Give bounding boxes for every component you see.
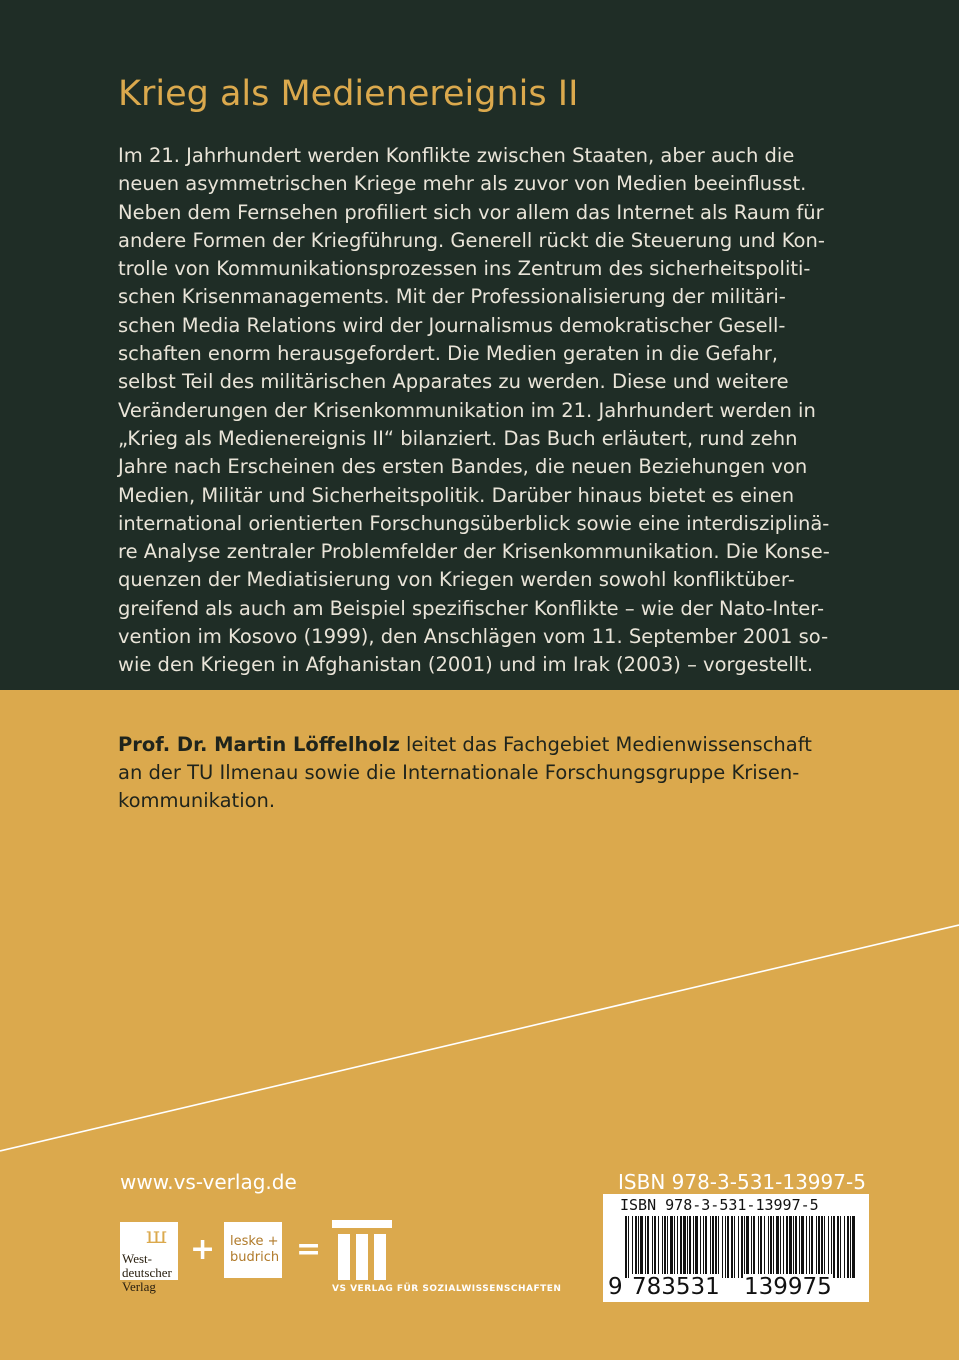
barcode-bar [647,1216,649,1278]
isbn-barcode [603,1194,869,1302]
barcode-bar [847,1216,849,1278]
barcode-bar [783,1216,784,1278]
barcode-bar [640,1216,643,1278]
barcode-bar [654,1216,656,1278]
description-line: Neben dem Fernsehen profiliert sich vor allem das Internet als Raum für [118,200,824,224]
barcode-bar [693,1216,694,1278]
description-line: greifend als auch am Beispiel spezifischer Konflikte – wie der Nato-Inter- [118,596,825,620]
description-line: selbst Teil des militärischen Apparates zu werden. Diese und weitere [118,370,789,394]
barcode-bar [746,1216,749,1278]
barcode-bar [831,1216,832,1278]
barcode-bar [700,1216,701,1278]
barcode-bar [833,1216,835,1278]
barcode-bar [793,1216,794,1278]
westdeutscher-logo-text [122,1252,182,1294]
description-line: trolle von Kommunikationsprozessen ins Zentrum des sicherheitspoliti- [118,257,811,281]
barcode-isbn-text: ISBN 978-3-531-13997-5 [620,1196,819,1214]
book-title: Krieg als Medienereignis II [118,74,579,114]
isbn-label: ISBN 978-3-531-13997-5 [618,1170,866,1194]
barcode-bar [727,1216,729,1278]
barcode-bar [806,1216,807,1278]
logo-text-line: West- [122,1251,152,1266]
barcode-bar [667,1216,668,1278]
description-line: Jahre nach Erscheinen des ersten Bandes, die neuen Beziehungen von [118,455,808,479]
barcode-bar [744,1216,745,1278]
barcode-bar [741,1216,743,1278]
description-line: schaften enorm herausgefordert. Die Medien geraten in die Gefahr, [118,342,778,366]
barcode-bar [850,1216,851,1278]
barcode-bar [683,1216,686,1278]
barcode-first-digit: 9 [608,1274,623,1300]
description-line: quenzen der Mediatisierung von Kriegen werden sowohl konfliktüber- [118,568,795,592]
description-line: Im 21. Jahrhundert werden Konflikte zwischen Staaten, aber auch die [118,144,795,167]
barcode-bar [687,1216,688,1278]
barcode-bar [768,1216,769,1278]
barcode-bar [776,1216,779,1278]
description-line: international orientierten Forschungsüberblick sowie eine interdisziplinä- [118,511,830,535]
leske-budrich-logo [224,1222,282,1278]
barcode-bar [677,1216,678,1278]
barcode-bar [695,1216,698,1278]
barcode-bar [786,1216,788,1278]
vs-verlag-caption: VS VERLAG FÜR SOZIALWISSENSCHAFTEN [332,1284,562,1294]
barcode-bar [674,1216,675,1278]
barcode-bar [753,1216,755,1278]
publisher-logos [120,1220,580,1300]
description-line: re Analyse zentraler Problemfelder der Krisenkommunikation. Die Konse- [118,540,830,564]
barcode-bar [837,1216,839,1278]
barcode-bar [809,1216,810,1278]
barcode-bar [828,1216,829,1278]
barcode-bar [789,1216,792,1278]
barcode-left-digits: 783531 [632,1274,720,1300]
author-bio-line: kommunikation. [118,789,276,812]
barcode-bar [645,1216,646,1278]
author-bio [118,731,918,815]
barcode-bar [652,1216,653,1278]
logo-text-line: leske + [230,1234,279,1249]
barcode-bar [824,1216,825,1278]
barcode-bar [738,1216,739,1278]
barcode-bar [625,1216,627,1278]
author-bio-text: leitet das Fachgebiet Medienwissenschaft [399,733,812,756]
barcode-bar [816,1216,817,1278]
barcode-bar [710,1216,711,1278]
barcode-bar [712,1216,714,1278]
barcode-bar [852,1216,855,1278]
author-bio-line [118,731,918,759]
barcode-bar [722,1216,723,1278]
westdeutscher-verlag-logo [120,1222,180,1298]
barcode-bar [731,1216,733,1278]
barcode-bar [725,1216,726,1278]
barcode-bar [689,1216,691,1278]
barcode-bar [821,1216,823,1278]
barcode-bar [638,1216,639,1278]
barcode-bar [770,1216,772,1278]
description-line: schen Media Relations wird der Journalismus demokratischer Gesell- [118,313,786,337]
book-description [118,142,918,680]
barcode-right-digits: 139975 [744,1274,832,1300]
barcode-bar [664,1216,666,1278]
author-name: Prof. Dr. Martin Löffelholz [118,733,400,756]
barcode-bar [628,1216,629,1278]
barcode-bar [670,1216,673,1278]
author-bio-line: an der TU Ilmenau sowie die Internationale Forschungsgruppe Krisen- [118,761,800,784]
leske-budrich-logo-text [230,1234,279,1266]
barcode-bar [635,1216,637,1278]
website-url[interactable]: www.vs-verlag.de [120,1170,297,1194]
barcode-bar [760,1216,762,1278]
vs-verlag-logo-icon [332,1220,392,1280]
description-line: andere Formen der Kriegführung. Generell rückt die Steuerung und Kon- [118,228,825,252]
plus-sign: + [190,1232,216,1267]
description-line: schen Krisenmanagements. Mit der Professionalisierung der militäri- [118,285,786,309]
barcode-bar [715,1216,717,1278]
barcode-bar [795,1216,797,1278]
logo-text-line: deutscher [122,1265,172,1280]
logo-text-line: Verlag [122,1279,156,1294]
barcode-bar [773,1216,774,1278]
barcode-bar [751,1216,752,1278]
barcode-bar [758,1216,759,1278]
barcode-bar [844,1216,845,1278]
barcode-bar [718,1216,719,1278]
barcode-bar [662,1216,663,1278]
description-line: wie den Kriegen in Afghanistan (2001) und im Irak (2003) – vorgestellt. [118,653,814,677]
description-line: vention im Kosovo (1999), den Anschlägen vom 11. September 2001 so- [118,625,829,649]
barcode-bar [703,1216,704,1278]
description-line: „Krieg als Medienereignis II“ bilanziert. Das Buch erläutert, rund zehn [118,426,798,450]
barcode-bar [705,1216,707,1278]
barcode-bar [818,1216,820,1278]
equals-sign: = [296,1232,322,1267]
barcode-bar [734,1216,735,1278]
barcode-bar [840,1216,841,1278]
logo-text-line: budrich [230,1250,280,1265]
barcode-bar [801,1216,804,1278]
barcode-bar [811,1216,813,1278]
description-line: Veränderungen der Krisenkommunikation im 21. Jahrhundert werden in [118,398,816,422]
barcode-bar [680,1216,682,1278]
description-line: Medien, Militär und Sicherheitspolitik. Darüber hinaus bietet es einen [118,483,795,507]
barcode-bar [658,1216,659,1278]
barcode-bar [764,1216,765,1278]
barcode-bar [799,1216,800,1278]
barcode-bar [780,1216,781,1278]
description-line: neuen asymmetrischen Kriege mehr als zuvor von Medien beeinflusst. [118,172,807,196]
wv-monogram-icon: ꟺ [146,1224,168,1249]
barcode-bar [632,1216,633,1278]
